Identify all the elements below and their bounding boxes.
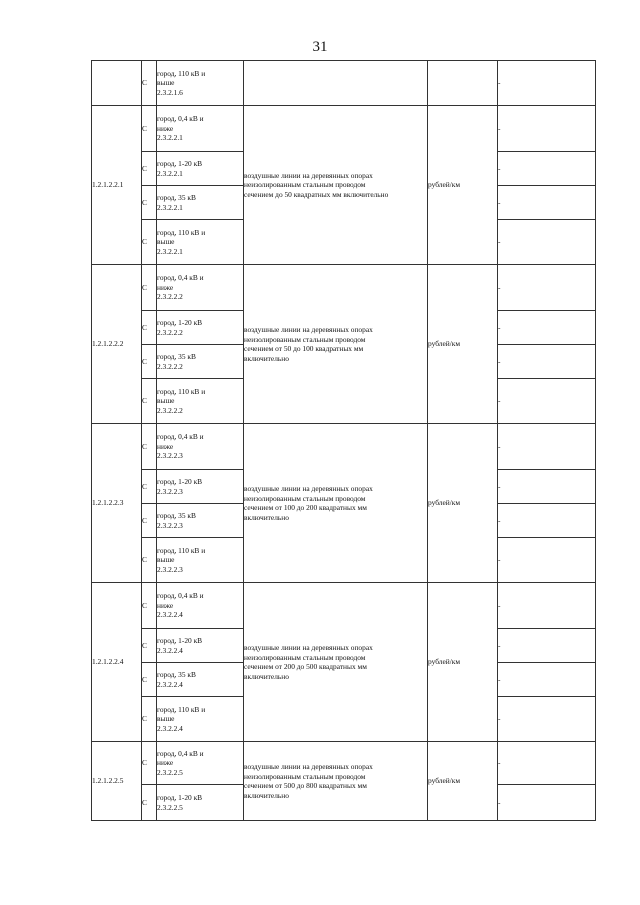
value-cell: -	[498, 742, 596, 785]
description-cell	[244, 424, 428, 583]
subcategory-cell-line: город, 1-20 кВ	[157, 159, 203, 168]
description-cell-line: неизолированным стальным проводом	[244, 493, 366, 503]
description-cell	[244, 583, 428, 742]
description-cell	[244, 265, 428, 424]
subcategory-cell-line: город, 35 кВ	[157, 511, 196, 520]
subcategory-cell	[157, 345, 244, 379]
description-cell-line: включительно	[244, 353, 289, 363]
description-cell-line: воздушные линии на деревянных опорах	[244, 170, 373, 180]
subcategory-cell-line: 2.3.2.2.5	[157, 802, 183, 812]
code-cell: 1.2.1.2.2.1	[92, 106, 142, 265]
subcategory-cell-line: 2.3.2.2.4	[157, 610, 183, 620]
subcategory-cell-line: город, 1-20 кВ	[157, 636, 203, 645]
type-letter-cell: С	[142, 785, 157, 821]
subcategory-cell	[157, 742, 244, 785]
subcategory-cell-line: выше	[157, 78, 175, 88]
type-letter-cell: С	[142, 629, 157, 663]
value-cell: -	[498, 345, 596, 379]
subcategory-cell-line: 2.3.2.2.3	[157, 520, 183, 530]
subcategory-cell-line: 2.3.2.2.5	[157, 767, 183, 777]
subcategory-cell-line: 2.3.2.2.1	[157, 133, 183, 143]
code-cell	[92, 61, 142, 106]
subcategory-cell-line: 2.3.2.2.3	[157, 564, 183, 574]
description-cell-line: неизолированным стальным проводом	[244, 180, 366, 190]
unit-cell: рублей/км	[428, 265, 498, 424]
subcategory-cell-line: город, 0,4 кВ и	[157, 432, 204, 442]
subcategory-cell	[157, 785, 244, 821]
subcategory-cell-line: выше	[157, 237, 175, 247]
table-row-continuation	[92, 61, 596, 106]
subcategory-cell-line: город, 110 кВ и	[157, 227, 206, 237]
subcategory-cell-line: город, 1-20 кВ	[157, 793, 203, 802]
subcategory-cell-line: выше	[157, 555, 175, 565]
value-cell: -	[498, 186, 596, 220]
subcategory-cell	[157, 379, 244, 424]
table-row	[92, 265, 596, 311]
type-letter-cell: С	[142, 106, 157, 152]
unit-cell	[428, 61, 498, 106]
subcategory-cell	[157, 504, 244, 538]
subcategory-cell-line: 2.3.2.2.2	[157, 327, 183, 337]
subcategory-cell-line: 2.3.2.2.2	[157, 292, 183, 302]
subcategory-cell-line: город, 0,4 кВ и	[157, 273, 204, 283]
unit-cell: рублей/км	[428, 106, 498, 265]
value-cell: -	[498, 697, 596, 742]
description-cell-line: сечением от 50 до 100 квадратных мм	[244, 344, 364, 353]
subcategory-cell-line: 2.3.2.2.1	[157, 246, 183, 256]
tariff-table-body	[92, 61, 596, 821]
description-cell-line: неизолированным стальным проводом	[244, 771, 366, 781]
value-cell: -	[498, 470, 596, 504]
unit-cell: рублей/км	[428, 742, 498, 821]
value-cell: -	[498, 311, 596, 345]
subcategory-cell	[157, 697, 244, 742]
value-cell: -	[498, 379, 596, 424]
subcategory-cell-line: 2.3.2.2.2	[157, 405, 183, 415]
type-letter-cell: С	[142, 152, 157, 186]
subcategory-cell-line: город, 110 кВ и	[157, 386, 206, 396]
unit-cell: рублей/км	[428, 424, 498, 583]
subcategory-cell-line: 2.3.2.2.1	[157, 202, 183, 212]
subcategory-cell-line: город, 0,4 кВ и	[157, 114, 204, 124]
subcategory-cell	[157, 424, 244, 470]
subcategory-cell	[157, 265, 244, 311]
type-letter-cell: С	[142, 311, 157, 345]
description-cell-line: сечением от 200 до 500 квадратных мм	[244, 662, 367, 671]
description-cell-line: сечением до 50 квадратных мм включительно	[244, 189, 389, 199]
subcategory-cell-line: ниже	[157, 441, 174, 451]
value-cell: -	[498, 504, 596, 538]
subcategory-cell	[157, 583, 244, 629]
description-cell-line: воздушные линии на деревянных опорах	[244, 762, 373, 771]
value-cell: -	[498, 152, 596, 186]
subcategory-cell-line: 2.3.2.1.6	[157, 87, 183, 97]
description-cell-line: сечением от 100 до 200 квадратных мм	[244, 503, 367, 512]
type-letter-cell: С	[142, 424, 157, 470]
description-cell-line: неизолированным стальным проводом	[244, 652, 366, 662]
type-letter-cell: С	[142, 663, 157, 697]
tariff-table	[91, 60, 596, 821]
page-number: 31	[312, 39, 328, 55]
code-cell: 1.2.1.2.2.2	[92, 265, 142, 424]
table-row	[92, 424, 596, 470]
subcategory-cell-line: город, 110 кВ и	[157, 704, 206, 714]
type-letter-cell: С	[142, 504, 157, 538]
value-cell: -	[498, 220, 596, 265]
table-row	[92, 106, 596, 152]
description-cell	[244, 106, 428, 265]
type-letter-cell: С	[142, 379, 157, 424]
subcategory-cell-line: город, 110 кВ и	[157, 545, 206, 555]
subcategory-cell-line: город, 35 кВ	[157, 670, 196, 679]
subcategory-cell-line: город, 0,4 кВ и	[157, 591, 204, 601]
code-cell: 1.2.1.2.2.4	[92, 583, 142, 742]
subcategory-cell	[157, 186, 244, 220]
subcategory-cell-line: 2.3.2.2.2	[157, 361, 183, 371]
description-cell-line: включительно	[244, 671, 289, 681]
type-letter-cell: С	[142, 697, 157, 742]
code-cell: 1.2.1.2.2.5	[92, 742, 142, 821]
type-letter-cell: С	[142, 220, 157, 265]
value-cell: -	[498, 629, 596, 663]
description-cell-line: воздушные линии на деревянных опорах	[244, 484, 373, 493]
value-cell: -	[498, 61, 596, 106]
code-cell: 1.2.1.2.2.3	[92, 424, 142, 583]
subcategory-cell-line: ниже	[157, 758, 174, 768]
subcategory-cell	[157, 663, 244, 697]
value-cell: -	[498, 538, 596, 583]
table-row	[92, 742, 596, 785]
value-cell: -	[498, 663, 596, 697]
subcategory-cell-line: 2.3.2.2.4	[157, 723, 183, 733]
subcategory-cell-line: выше	[157, 396, 175, 406]
subcategory-cell-line: 2.3.2.2.3	[157, 451, 183, 461]
type-letter-cell: С	[142, 538, 157, 583]
description-cell-line: сечением от 500 до 800 квадратных мм	[244, 781, 367, 790]
type-letter-cell: С	[142, 265, 157, 311]
subcategory-cell-line: выше	[157, 714, 175, 724]
type-letter-cell: С	[142, 61, 157, 106]
subcategory-cell-line: 2.3.2.2.1	[157, 168, 183, 178]
type-letter-cell: С	[142, 345, 157, 379]
subcategory-cell-line: 2.3.2.2.3	[157, 486, 183, 496]
value-cell: -	[498, 785, 596, 821]
subcategory-cell-line: ниже	[157, 282, 174, 292]
subcategory-cell-line: город, 35 кВ	[157, 193, 196, 202]
subcategory-cell-line: город, 1-20 кВ	[157, 318, 203, 327]
subcategory-cell	[157, 311, 244, 345]
subcategory-cell-line: ниже	[157, 600, 174, 610]
subcategory-cell	[157, 106, 244, 152]
unit-cell: рублей/км	[428, 583, 498, 742]
subcategory-cell	[157, 61, 244, 106]
table-row	[92, 583, 596, 629]
description-cell	[244, 742, 428, 821]
subcategory-cell-line: город, 110 кВ и	[157, 68, 206, 78]
subcategory-cell-line: город, 35 кВ	[157, 352, 196, 361]
type-letter-cell: С	[142, 583, 157, 629]
subcategory-cell-line: 2.3.2.2.4	[157, 679, 183, 689]
value-cell: -	[498, 583, 596, 629]
subcategory-cell	[157, 470, 244, 504]
value-cell: -	[498, 424, 596, 470]
description-cell-line: неизолированным стальным проводом	[244, 334, 366, 344]
subcategory-cell-line: 2.3.2.2.4	[157, 645, 183, 655]
description-cell-line: включительно	[244, 790, 289, 800]
value-cell: -	[498, 265, 596, 311]
subcategory-cell-line: город, 1-20 кВ	[157, 477, 203, 486]
subcategory-cell	[157, 629, 244, 663]
type-letter-cell: С	[142, 470, 157, 504]
description-cell-line: воздушные линии на деревянных опорах	[244, 643, 373, 652]
subcategory-cell-line: город, 0,4 кВ и	[157, 748, 204, 758]
subcategory-cell	[157, 538, 244, 583]
subcategory-cell	[157, 152, 244, 186]
subcategory-cell-line: ниже	[157, 123, 174, 133]
description-cell-line: включительно	[244, 512, 289, 522]
description-cell	[244, 61, 428, 106]
type-letter-cell: С	[142, 742, 157, 785]
subcategory-cell	[157, 220, 244, 265]
value-cell: -	[498, 106, 596, 152]
type-letter-cell: С	[142, 186, 157, 220]
description-cell-line: воздушные линии на деревянных опорах	[244, 325, 373, 334]
